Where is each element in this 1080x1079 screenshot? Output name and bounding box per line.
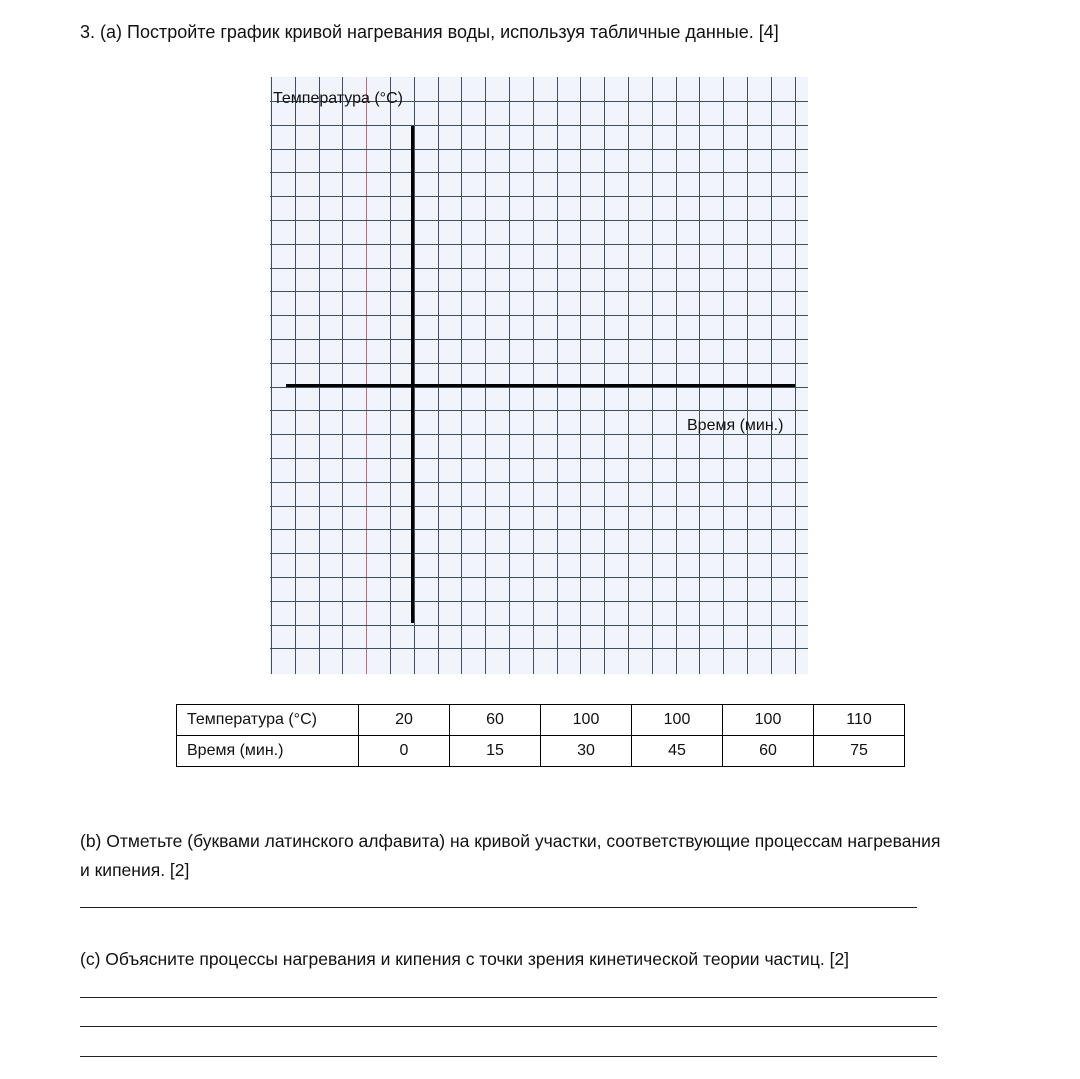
grid-line-horizontal xyxy=(270,410,808,411)
table-cell: 100 xyxy=(723,705,814,736)
table-row-header: Время (мин.) xyxy=(177,736,359,767)
grid-line-vertical xyxy=(628,77,629,674)
grid-line-vertical xyxy=(557,77,558,674)
margin-line xyxy=(366,77,367,674)
grid-line-vertical xyxy=(533,77,534,674)
grid-line-horizontal xyxy=(270,196,808,197)
answer-line-c2[interactable] xyxy=(80,1026,937,1028)
table-cell: 110 xyxy=(814,705,905,736)
table-cell: 60 xyxy=(450,705,541,736)
grid-line-vertical xyxy=(271,77,272,674)
grid-line-horizontal xyxy=(270,648,808,649)
table-cell: 15 xyxy=(450,736,541,767)
answer-line-c3[interactable] xyxy=(80,1056,937,1058)
grid-line-vertical xyxy=(342,77,343,674)
grid-line-horizontal xyxy=(270,458,808,459)
question-b-line1: (b) Отметьте (буквами латинского алфавита) на кривой участки, соответствующие процессам нагревания xyxy=(80,831,941,851)
table-cell: 45 xyxy=(632,736,723,767)
grid-line-vertical xyxy=(295,77,296,674)
grid-line-horizontal xyxy=(270,125,808,126)
grid-line-horizontal xyxy=(270,291,808,292)
y-axis-label: Температура (°C) xyxy=(273,90,403,107)
grid-line-vertical xyxy=(652,77,653,674)
grid-line-vertical xyxy=(580,77,581,674)
question-a-text: 3. (a) Постройте график кривой нагревания воды, используя табличные данные. [4] xyxy=(80,22,779,42)
table-cell: 75 xyxy=(814,736,905,767)
table-cell: 30 xyxy=(541,736,632,767)
table-row-temperature xyxy=(177,705,905,736)
table-row-header: Температура (°C) xyxy=(177,705,359,736)
table-cell: 100 xyxy=(541,705,632,736)
grid-line-vertical xyxy=(676,77,677,674)
grid-line-horizontal xyxy=(270,363,808,364)
grid-line-horizontal xyxy=(270,553,808,554)
table-cell: 100 xyxy=(632,705,723,736)
grid-line-horizontal xyxy=(270,482,808,483)
question-b-line2: и кипения. [2] xyxy=(80,860,190,880)
grid-line-vertical xyxy=(461,77,462,674)
grid-line-vertical xyxy=(795,77,796,674)
x-axis xyxy=(286,384,795,387)
question-c-text: (c) Объясните процессы нагревания и кипения с точки зрения кинетической теории частиц. [2] xyxy=(80,949,850,969)
grid-line-horizontal xyxy=(270,244,808,245)
grid-line-horizontal xyxy=(270,577,808,578)
table-cell: 0 xyxy=(359,736,450,767)
graph-paper[interactable] xyxy=(270,77,808,674)
grid-line-vertical xyxy=(723,77,724,674)
grid-line-vertical xyxy=(747,77,748,674)
x-axis-label: Время (мин.) xyxy=(687,417,784,434)
grid-line-horizontal xyxy=(270,339,808,340)
table-row-time xyxy=(177,736,905,767)
table-cell: 20 xyxy=(359,705,450,736)
grid-line-horizontal xyxy=(270,315,808,316)
data-table xyxy=(176,704,905,767)
grid-line-horizontal xyxy=(270,625,808,626)
grid-line-vertical xyxy=(771,77,772,674)
grid-line-vertical xyxy=(604,77,605,674)
grid-line-vertical xyxy=(485,77,486,674)
y-axis xyxy=(411,126,414,623)
grid-line-vertical xyxy=(509,77,510,674)
grid-line-vertical xyxy=(699,77,700,674)
answer-line-b[interactable] xyxy=(80,907,917,909)
grid-line-vertical xyxy=(438,77,439,674)
grid-line-horizontal xyxy=(270,172,808,173)
grid-line-horizontal xyxy=(270,268,808,269)
grid-line-horizontal xyxy=(270,601,808,602)
grid-line-horizontal xyxy=(270,220,808,221)
grid-line-vertical xyxy=(319,77,320,674)
answer-line-c1[interactable] xyxy=(80,997,937,999)
grid-line-horizontal xyxy=(270,149,808,150)
table-cell: 60 xyxy=(723,736,814,767)
grid-line-horizontal xyxy=(270,529,808,530)
grid-line-vertical xyxy=(390,77,391,674)
grid-line-horizontal xyxy=(270,506,808,507)
